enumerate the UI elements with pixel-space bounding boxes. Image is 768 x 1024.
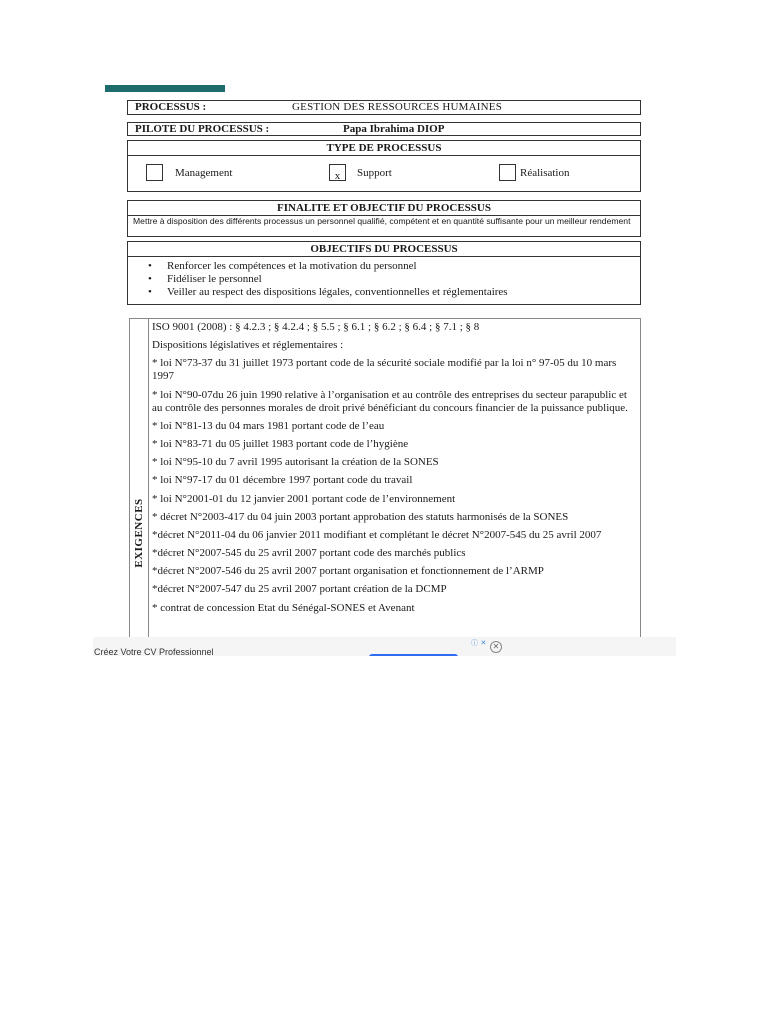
pilote-label: PILOTE DU PROCESSUS : [135, 123, 270, 135]
finalite-title: FINALITE ET OBJECTIF DU PROCESSUS [128, 201, 640, 216]
accent-bar [105, 85, 225, 92]
pilote-value: Papa Ibrahima DIOP [343, 123, 445, 135]
exigence-line: * loi N°2001-01 du 12 janvier 2001 portant code de l’environnement [152, 492, 456, 505]
exigence-line: * loi N°81-13 du 04 mars 1981 portant code de l’eau [152, 419, 385, 432]
exigence-line: *décret N°2011-04 du 06 janvier 2011 modifiant et complétant le décret N°2007-545 du 25 avril 2007 [152, 528, 602, 541]
support-checkbox: x [329, 164, 346, 181]
exigence-line: * contrat de concession Etat du Sénégal-SONES et Avenant [152, 601, 415, 614]
exigence-line: *décret N°2007-547 du 25 avril 2007 portant création de la DCMP [152, 583, 447, 596]
close-icon[interactable]: ✕ [490, 641, 502, 653]
exigence-line: * décret N°2003-417 du 04 juin 2003 portant approbation des statuts harmonisés de la SONES [152, 510, 569, 523]
exigence-line: *décret N°2007-546 du 25 avril 2007 portant organisation et fonctionnement de l’ARMP [152, 565, 544, 578]
exigence-line: * loi N°95-10 du 7 avril 1995 autorisant la création de la SONES [152, 456, 439, 469]
ad-cta-button[interactable] [369, 654, 458, 656]
process-sheet [93, 96, 676, 656]
exigences-list [152, 321, 634, 620]
objectifs-section [127, 241, 641, 305]
management-label: Management [175, 167, 233, 179]
exigences-label: EXIGENCES [133, 498, 145, 568]
exigence-line: *décret N°2007-545 du 25 avril 2007 portant code des marchés publics [152, 547, 466, 560]
exigence-line: ISO 9001 (2008) : § 4.2.3 ; § 4.2.4 ; § 5.5 ; § 6.1 ; § 6.2 ; § 6.4 ; § 7.1 ; § 8 [152, 321, 480, 333]
finalite-text: Mettre à disposition des différents processus un personnel qualifié, compétent et en quantité suffisante pour un meilleur rendement [133, 216, 631, 226]
finalite-section [127, 200, 641, 237]
realisation-label: Réalisation [520, 167, 570, 179]
exigence-line: * loi N°83-71 du 05 juillet 1983 portant code de l’hygiène [152, 437, 409, 450]
processus-row [127, 100, 641, 115]
ad-info-icon[interactable]: ⓘ ✕ [471, 640, 487, 647]
processus-value: GESTION DES RESSOURCES HUMAINES [292, 101, 503, 113]
processus-label: PROCESSUS : [135, 101, 207, 113]
list-item: • Renforcer les compétences et la motivation du personnel [148, 260, 508, 273]
management-checkbox [146, 164, 163, 181]
ad-text[interactable]: Créez Votre CV Professionnel [94, 647, 214, 656]
objectifs-list [148, 260, 508, 299]
exigences-label-column [130, 319, 149, 656]
objectifs-title: OBJECTIFS DU PROCESSUS [128, 242, 640, 257]
exigences-section [129, 318, 641, 656]
support-label: Support [357, 167, 392, 179]
exigence-line: Dispositions législatives et réglementaires : [152, 339, 344, 352]
pilote-row [127, 122, 641, 136]
list-item: • Fidéliser le personnel [148, 273, 508, 286]
type-processus-title: TYPE DE PROCESSUS [128, 141, 640, 156]
realisation-checkbox [499, 164, 516, 181]
ad-banner[interactable] [93, 637, 676, 656]
exigence-line: * loi N°97-17 du 01 décembre 1997 portant code du travail [152, 474, 413, 487]
type-processus-section [127, 140, 641, 192]
exigence-line: * loi N°90-07du 26 juin 1990 relative à l’organisation et au contrôle des entreprises du secteur parapublic et au contrôle des personnes morales de droit privé bénéficiant du concours financier de la puissance publique. [152, 388, 628, 414]
list-item: • Veiller au respect des dispositions légales, conventionnelles et réglementaires [148, 286, 508, 299]
exigence-line: * loi N°73-37 du 31 juillet 1973 portant code de la sécurité sociale modifié par la loi n° 97-05 du 10 mars 1997 [152, 357, 617, 383]
